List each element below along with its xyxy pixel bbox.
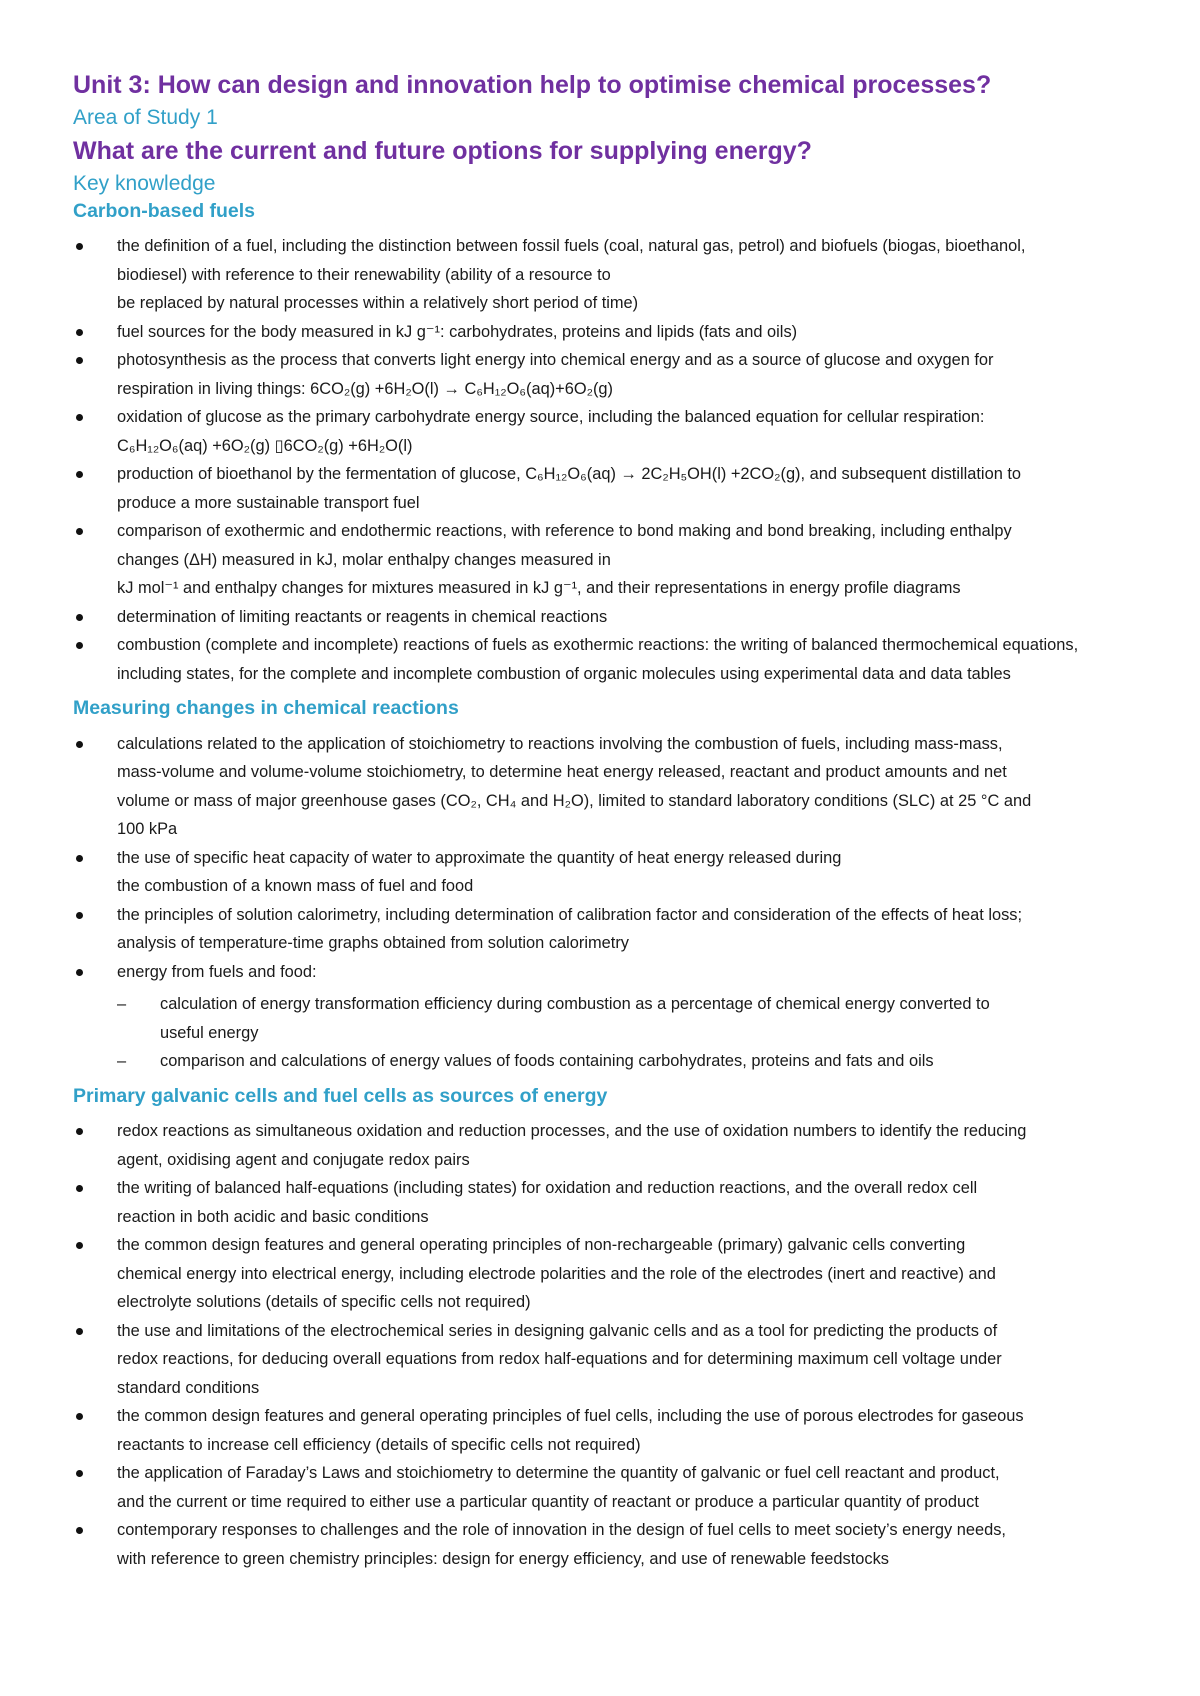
- list-item: [73, 1117, 1140, 1174]
- list-item-line: contemporary responses to challenges and the role of innovation in the design of fuel cells to meet society’s energy needs,: [117, 1521, 1006, 1540]
- sub-list-item: [117, 1047, 1140, 1076]
- list-item-line: oxidation of glucose as the primary carbohydrate energy source, including the balanced equation for cellular respiration:: [117, 408, 985, 427]
- list-item: [73, 517, 1140, 603]
- list-item-line: standard conditions: [117, 1378, 260, 1397]
- list-item-line: and the current or time required to either use a particular quantity of reactant or produce a particular quantity of product: [117, 1492, 979, 1511]
- list-item-line: the definition of a fuel, including the distinction between fossil fuels (coal, natural gas, petrol) and biofuels (biogas, bioethanol,: [117, 237, 1026, 256]
- list-item: [73, 1317, 1140, 1403]
- list-item-line: the common design features and general operating principles of non-rechargeable (primary) galvanic cells converting: [117, 1236, 966, 1255]
- list-item-line: including states, for the complete and incomplete combustion of organic molecules using experimental data and data tables: [117, 664, 1011, 683]
- list-item-line: reaction in both acidic and basic conditions: [117, 1207, 429, 1226]
- list-item: [73, 1231, 1140, 1317]
- list-item-line: kJ mol⁻¹ and enthalpy changes for mixtures measured in kJ g⁻¹, and their representations in energy profile diagrams: [117, 579, 961, 598]
- list-item-line: with reference to green chemistry principles: design for energy efficiency, and use of renewable feedstocks: [117, 1549, 889, 1568]
- unit-title: Unit 3: How can design and innovation help to optimise chemical processes?: [73, 71, 992, 99]
- list-item-line: redox reactions, for deducing overall equations from redox half-equations and for determining maximum cell voltage under: [117, 1350, 1002, 1369]
- section-list-galvanic-fuel-cells: [73, 1117, 1140, 1573]
- key-knowledge-heading: Key knowledge: [73, 171, 216, 195]
- list-item-line: changes (ΔH) measured in kJ, molar enthalpy changes measured in: [117, 550, 611, 569]
- list-item: [73, 844, 1140, 901]
- list-item: [73, 603, 1140, 632]
- list-item-line: calculations related to the application of stoichiometry to reactions involving the combustion of fuels, including mass-mass,: [117, 734, 1003, 753]
- list-item-line: electrolyte solutions (details of specific cells not required): [117, 1293, 531, 1312]
- list-item-line: biodiesel) with reference to their renewability (ability of a resource to: [117, 265, 611, 284]
- sub-list-item-line: useful energy: [160, 1023, 259, 1042]
- list-item-line: combustion (complete and incomplete) reactions of fuels as exothermic reactions: the writing of balanced thermochemical equations,: [117, 636, 1079, 655]
- list-item: [73, 403, 1140, 460]
- list-item-line: agent, oxidising agent and conjugate redox pairs: [117, 1150, 470, 1169]
- list-item-line: determination of limiting reactants or reagents in chemical reactions: [117, 607, 608, 626]
- list-item: [73, 958, 1140, 1076]
- sub-list-item-line: – calculation of energy transformation efficiency during combustion as a percentage of chemical energy converted to: [160, 995, 990, 1014]
- section-title-carbon-based-fuels: Carbon-based fuels: [73, 200, 256, 222]
- sub-list-item-line: – comparison and calculations of energy values of foods containing carbohydrates, proteins and fats and oils: [160, 1052, 934, 1071]
- list-item-line: the use of specific heat capacity of water to approximate the quantity of heat energy released during: [117, 848, 842, 867]
- list-item: [73, 901, 1140, 958]
- list-item-line: the common design features and general operating principles of fuel cells, including the use of porous electrodes for gaseous: [117, 1407, 1024, 1426]
- list-item-line: the application of Faraday’s Laws and stoichiometry to determine the quantity of galvanic or fuel cell reactant and product,: [117, 1464, 1000, 1483]
- list-item-line: comparison of exothermic and endothermic reactions, with reference to bond making and bond breaking, including enthalpy: [117, 522, 1012, 541]
- list-item-line: be replaced by natural processes within a relatively short period of time): [117, 294, 639, 313]
- section-title-measuring-changes: Measuring changes in chemical reactions: [73, 697, 459, 720]
- list-item: [73, 1174, 1140, 1231]
- list-item-line: fuel sources for the body measured in kJ g⁻¹: carbohydrates, proteins and lipids (fats and oils): [117, 322, 798, 341]
- list-item: [73, 232, 1140, 318]
- area-of-study-question: What are the current and future options for supplying energy?: [73, 136, 812, 165]
- list-item-line: chemical energy into electrical energy, including electrode polarities and the role of the electrodes (inert and reactive) and: [117, 1264, 996, 1283]
- list-item: [73, 318, 1140, 347]
- list-item-line: respiration in living things: 6CO₂(g) +6H₂O(l) → C₆H₁₂O₆(aq)+6O₂(g): [117, 379, 614, 398]
- list-item-line: the writing of balanced half-equations (including states) for oxidation and reduction reactions, and the overall redox cell: [117, 1179, 978, 1198]
- list-item: [73, 1402, 1140, 1459]
- list-item-line: energy from fuels and food:: [117, 962, 317, 981]
- list-item-line: produce a more sustainable transport fuel: [117, 493, 420, 512]
- list-item-line: C₆H₁₂O₆(aq) +6O₂(g) ▯6CO₂(g) +6H₂O(l): [117, 436, 413, 455]
- list-item-line: 100 kPa: [117, 820, 178, 839]
- list-item-line: the combustion of a known mass of fuel and food: [117, 877, 474, 896]
- list-item: [73, 730, 1140, 844]
- list-item: [73, 631, 1140, 688]
- section-list-measuring-changes: [73, 730, 1140, 1076]
- sub-list-item: [117, 990, 1140, 1047]
- sub-list: [117, 990, 1140, 1076]
- section-list-carbon-based-fuels: [73, 232, 1140, 688]
- list-item: [73, 460, 1140, 517]
- list-item-line: photosynthesis as the process that converts light energy into chemical energy and as a source of glucose and oxygen for: [117, 351, 994, 370]
- list-item: [73, 1459, 1140, 1516]
- list-item-line: analysis of temperature-time graphs obtained from solution calorimetry: [117, 934, 629, 953]
- list-item-line: redox reactions as simultaneous oxidation and reduction processes, and the use of oxidation numbers to identify the reducing: [117, 1122, 1027, 1141]
- list-item-line: production of bioethanol by the fermentation of glucose, C₆H₁₂O₆(aq) → 2C₂H₅OH(l) +2CO₂(g), and subsequent distillation to: [117, 465, 1022, 484]
- area-of-study-label: Area of Study 1: [73, 106, 218, 130]
- list-item-line: the use and limitations of the electrochemical series in designing galvanic cells and as a tool for predicting the products of: [117, 1321, 998, 1340]
- list-item: [73, 346, 1140, 403]
- list-item-line: volume or mass of major greenhouse gases (CO₂, CH₄ and H₂O), limited to standard laboratory conditions (SLC) at 25 °C and: [117, 791, 1032, 810]
- list-item-line: mass-volume and volume-volume stoichiometry, to determine heat energy released, reactant and product amounts and net: [117, 763, 1007, 782]
- list-item-line: reactants to increase cell efficiency (details of specific cells not required): [117, 1435, 641, 1454]
- list-item-line: the principles of solution calorimetry, including determination of calibration factor and consideration of the effects of heat loss;: [117, 905, 1023, 924]
- list-item: [73, 1516, 1140, 1573]
- section-title-galvanic-fuel-cells: Primary galvanic cells and fuel cells as sources of energy: [73, 1084, 608, 1107]
